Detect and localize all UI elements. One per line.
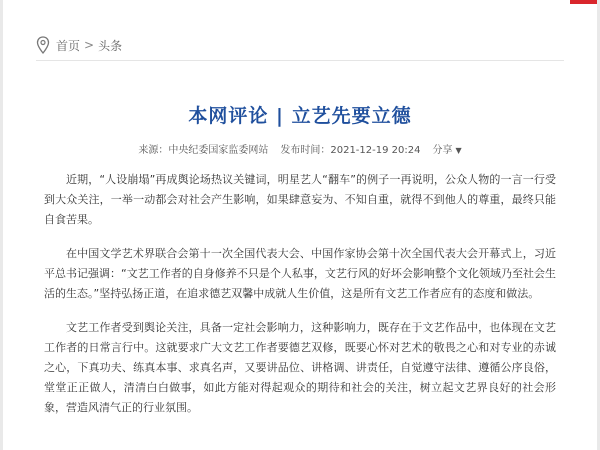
location-pin-icon <box>36 36 50 54</box>
breadcrumb-current-link[interactable]: 头条 <box>98 38 123 53</box>
article-body <box>44 170 556 432</box>
breadcrumb <box>36 36 122 54</box>
top-red-accent <box>570 0 600 4</box>
article-publish-time: 发布时间：2021-12-19 20:24 <box>280 145 421 156</box>
article-paragraph: 文艺工作者受到舆论关注，具备一定社会影响力，这种影响力，既存在于文艺作品中，也体现在文艺工作者的日常言行中。这就要求广大文艺工作者要德艺双修，既要心怀对艺术的敬畏之心和对专业的赤诚之心，下真功夫、练真本事、求真名声，又要讲品位、讲格调、讲责任，自觉遵守法律、遵循公序良俗，堂堂正正做人，清清白白做事，如此方能对得起观众的期待和社会的关注，树立起文艺界良好的社会形象，营造风清气正的行业氛围。 <box>44 321 556 414</box>
breadcrumb-home-link[interactable]: 首页 <box>56 38 81 53</box>
top-bar <box>0 0 600 4</box>
breadcrumb-separator: > <box>84 38 95 52</box>
share-button[interactable] <box>432 141 461 156</box>
article-paragraph: 在中国文学艺术界联合会第十一次全国代表大会、中国作家协会第十次全国代表大会开幕式上，习近平总书记强调：“文艺工作者的自身修养不只是个人私事，文艺行风的好坏会影响整个文化领域乃至社会生活的生态。”坚持弘扬正道，在追求德艺双馨中成就人生价值，这是所有文艺工作者应有的态度和做法。 <box>44 247 556 300</box>
caret-down-icon: ▼ <box>455 146 462 155</box>
article-paragraph: 近期，“人设崩塌”再成舆论场热议关键词，明星艺人“翻车”的例子一再说明，公众人物的一言一行受到大众关注，一举一动都会对社会产生影响，如果肆意妄为、不知自重，就得不到他人的尊重，最终只能自食苦果。 <box>44 173 556 226</box>
breadcrumb-divider <box>36 60 564 61</box>
article-meta <box>0 141 600 156</box>
article-title: 本网评论 | 立艺先要立德 <box>188 104 412 127</box>
article-source: 来源：中央纪委国家监委网站 <box>138 145 269 156</box>
left-page-edge <box>0 0 3 450</box>
share-label: 分享 <box>432 145 453 156</box>
